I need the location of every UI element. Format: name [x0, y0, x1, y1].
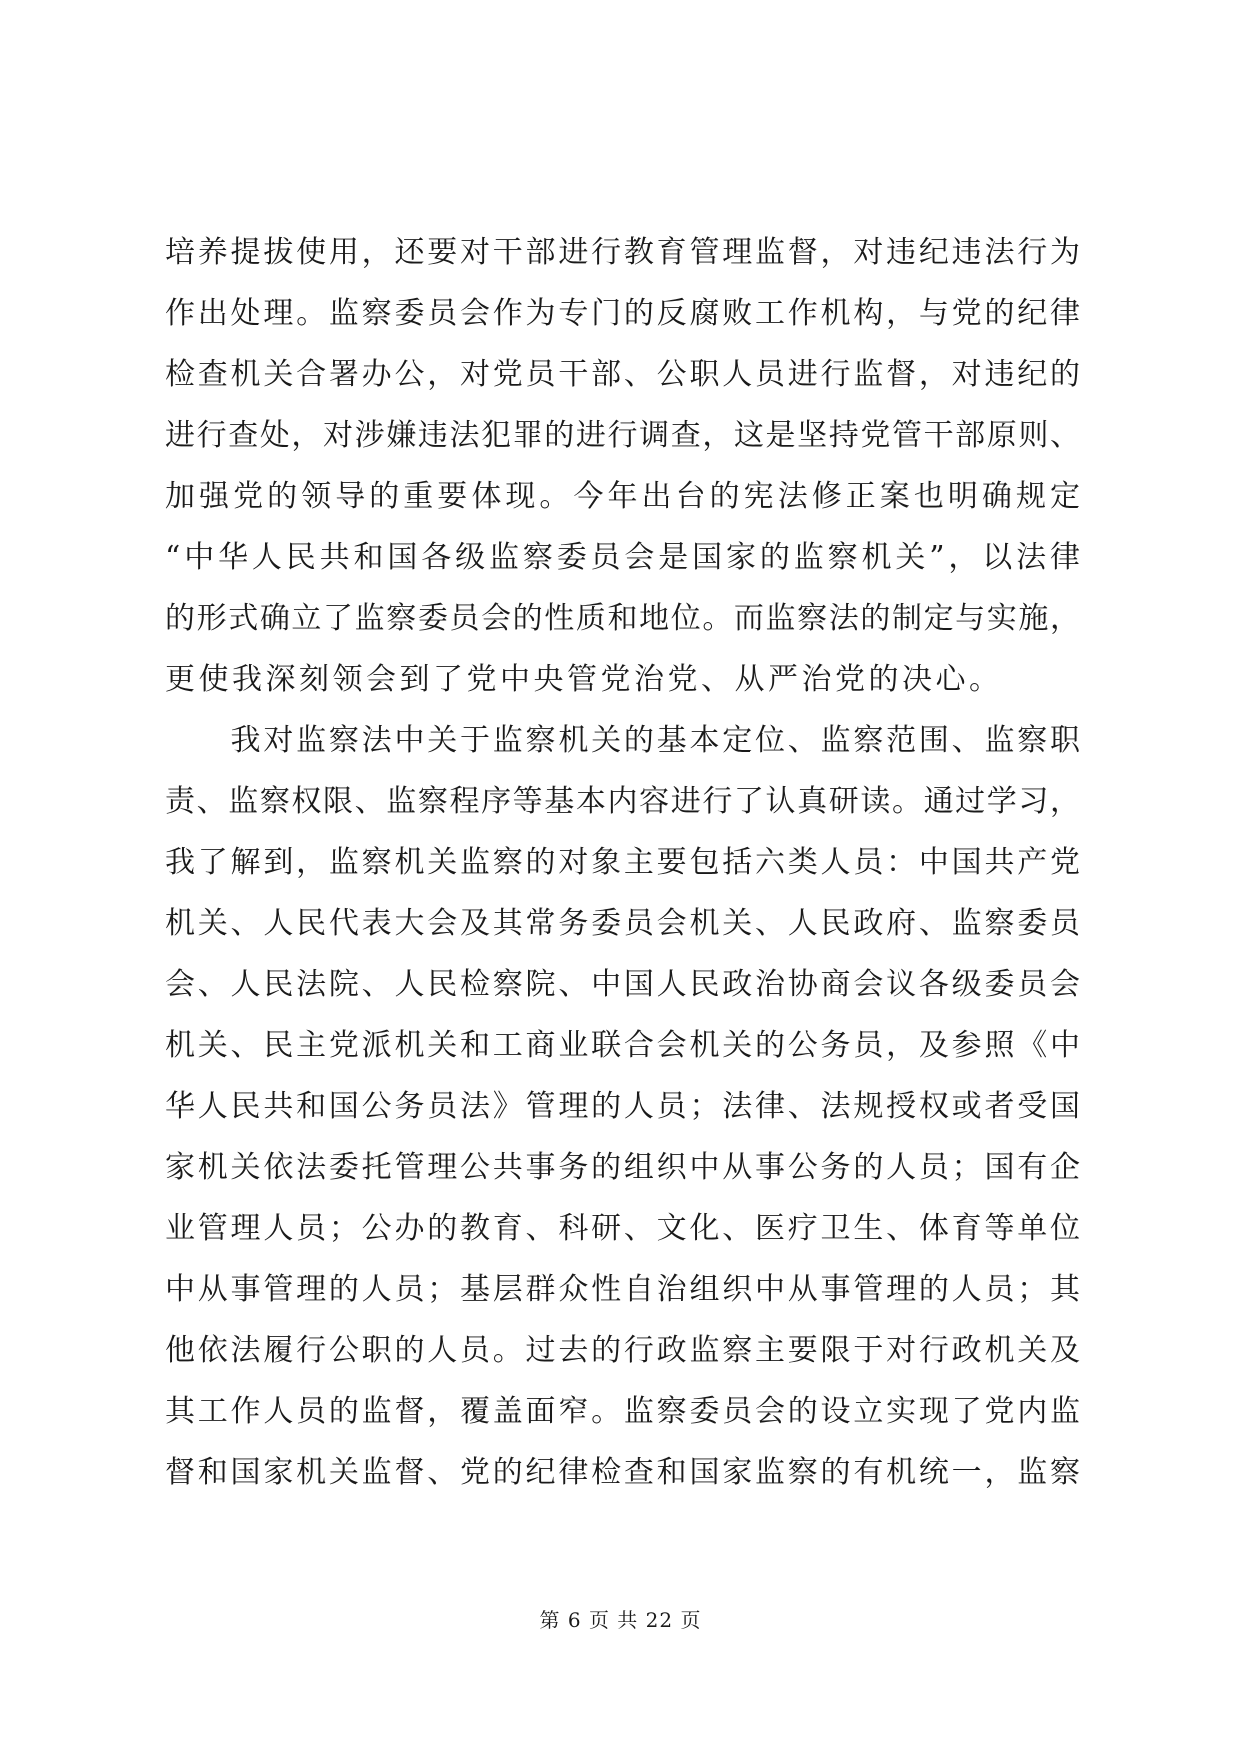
text-line: 我对监察法中关于监察机关的基本定位、监察范围、监察职 [165, 723, 1080, 758]
text-line: 进行查处，对涉嫌违法犯罪的进行调查，这是坚持党管干部原则、 [165, 418, 1080, 453]
text-line: 机关、人民代表大会及其常务委员会机关、人民政府、监察委员 [165, 906, 1080, 941]
text-line: “中华人民共和国各级监察委员会是国家的监察机关”，以法律 [165, 540, 1080, 575]
text-line: 更使我深刻领会到了党中央管党治党、从严治党的决心。 [165, 662, 1003, 697]
text-line: 家机关依法委托管理公共事务的组织中从事公务的人员；国有企 [165, 1150, 1080, 1185]
paragraph-2 [165, 710, 1080, 1503]
text-line: 责、监察权限、监察程序等基本内容进行了认真研读。通过学习， [165, 784, 1080, 819]
text-line: 督和国家机关监督、党的纪律检查和国家监察的有机统一，监察 [165, 1455, 1080, 1490]
text-line: 华人民共和国公务员法》管理的人员；法律、法规授权或者受国 [165, 1089, 1080, 1124]
text-line: 加强党的领导的重要体现。今年出台的宪法修正案也明确规定 [165, 479, 1080, 514]
text-line: 业管理人员；公办的教育、科研、文化、医疗卫生、体育等单位 [165, 1211, 1080, 1246]
text-line: 检查机关合署办公，对党员干部、公职人员进行监督，对违纪的 [165, 357, 1080, 392]
text-line: 机关、民主党派机关和工商业联合会机关的公务员，及参照《中 [165, 1028, 1080, 1063]
text-line: 培养提拔使用，还要对干部进行教育管理监督，对违纪违法行为 [165, 235, 1080, 270]
text-line: 他依法履行公职的人员。过去的行政监察主要限于对行政机关及 [165, 1333, 1080, 1368]
text-line: 作出处理。监察委员会作为专门的反腐败工作机构，与党的纪律 [165, 296, 1080, 331]
text-line: 其工作人员的监督，覆盖面窄。监察委员会的设立实现了党内监 [165, 1394, 1080, 1429]
page-number-footer: 第 6 页 共 22 页 [539, 1608, 702, 1632]
text-line: 会、人民法院、人民检察院、中国人民政治协商会议各级委员会 [165, 967, 1080, 1002]
text-line: 我了解到，监察机关监察的对象主要包括六类人员：中国共产党 [165, 845, 1080, 880]
text-line: 中从事管理的人员；基层群众性自治组织中从事管理的人员；其 [165, 1272, 1080, 1307]
body-text [165, 222, 1080, 1503]
text-line: 的形式确立了监察委员会的性质和地位。而监察法的制定与实施， [165, 601, 1080, 636]
paragraph-1 [165, 222, 1080, 710]
